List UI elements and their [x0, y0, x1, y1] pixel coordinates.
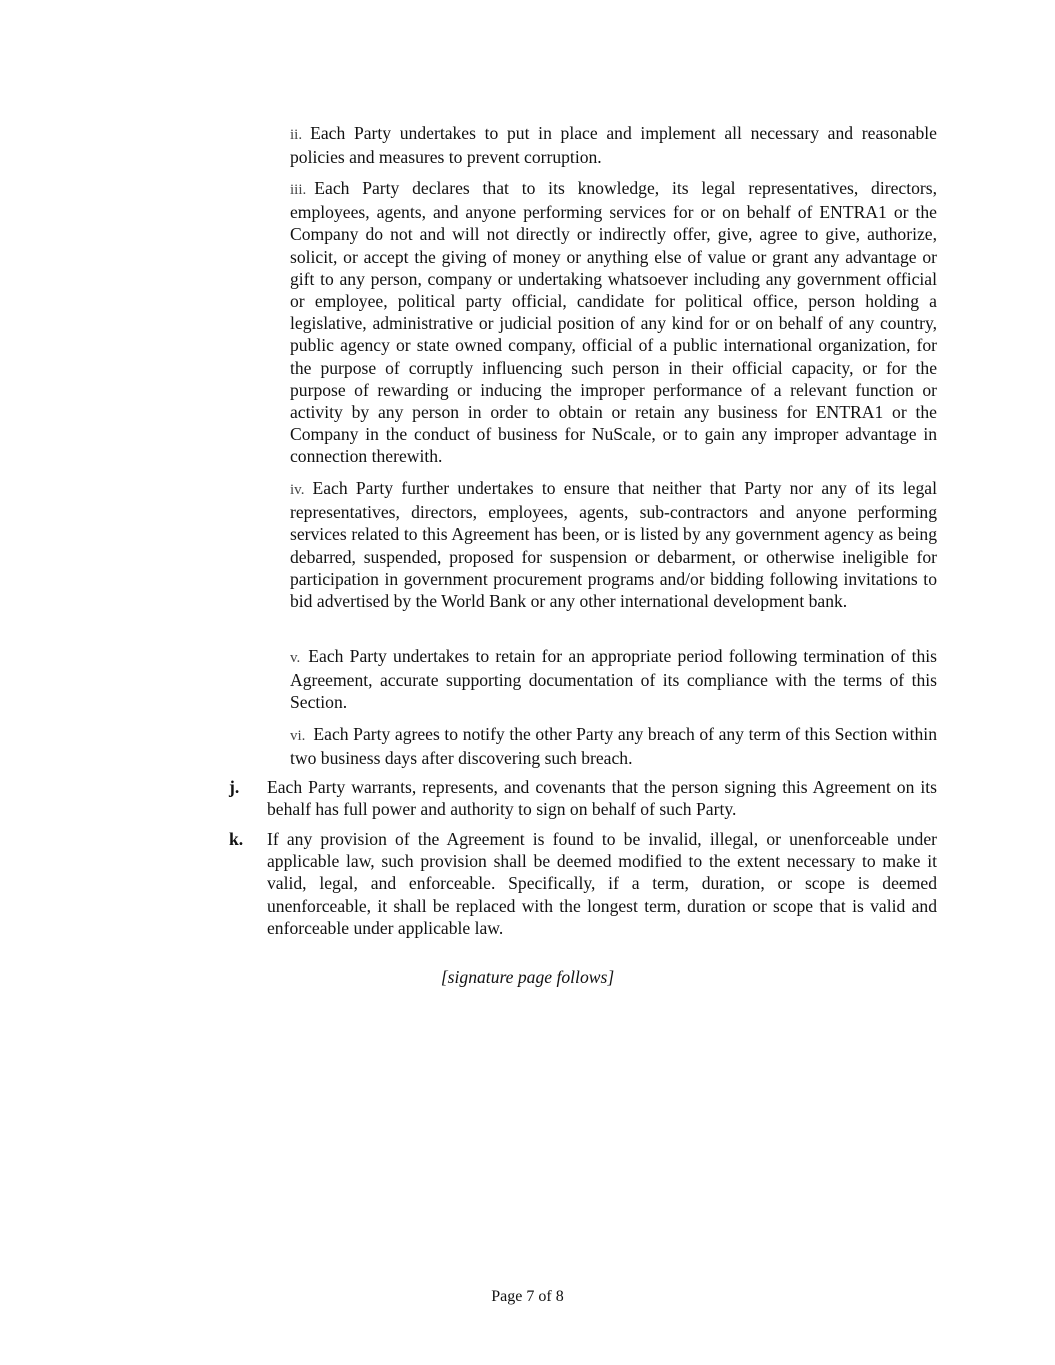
- clause-v-text: Each Party undertakes to retain for an appropriate period following termination of this Agreement, accurate supporting documentation of its compliance with the terms of this Section.: [290, 646, 937, 713]
- clause-j-marker: j.: [229, 777, 240, 797]
- clause-vi-marker: vi.: [290, 728, 306, 744]
- clause-iv-text: Each Party further undertakes to ensure that neither that Party nor any of its legal representatives, directors, employees, agents, sub-contractors and anyone performing services related to this Agreement has been, or is listed by any government agency as being debarred, suspended, proposed for suspension or debarment, or otherwise ineligible for participation in government procurement programs and/or bidding following invitations to bid advertised by the World Bank or any other international development bank.: [290, 478, 937, 612]
- clause-iv-marker: iv.: [290, 482, 305, 498]
- clause-v: [290, 645, 937, 714]
- clause-iii-text: Each Party declares that to its knowledge, its legal representatives, directors, employees, agents, and anyone performing services for or on behalf of ENTRA1 or the Company do not and will not directly or indirectly offer, give, agree to give, authorize, solicit, or accept the giving of money or anything else of value or grant any advantage or gift to any person, company or undertaking whatsoever including any government official or employee, political party official, candidate for political office, person holding a legislative, administrative or judicial position of any kind for or on behalf of any country, public agency or state owned company, official of a public international organization, for the purpose of corruptly influencing such person in their official capacity, or for the purpose of rewarding or inducing the improper performance of a relevant function or activity by any person in order to obtain or retain any business for ENTRA1 or the Company in the conduct of business for NuScale, or to gain any improper advantage in connection therewith.: [290, 178, 937, 467]
- clause-ii-text: Each Party undertakes to put in place and implement all necessary and reasonable policies and measures to prevent corruption.: [290, 123, 937, 168]
- clause-j-text: Each Party warrants, represents, and covenants that the person signing this Agreement on its behalf has full power and authority to sign on behalf of such Party.: [267, 777, 937, 820]
- clause-j: [229, 776, 937, 820]
- clause-iv: [290, 477, 937, 612]
- clause-vi: [290, 723, 937, 769]
- clause-k-marker: k.: [229, 829, 244, 849]
- clause-v-marker: v.: [290, 650, 301, 666]
- clause-vi-text: Each Party agrees to notify the other Party any breach of any term of this Section within two business days after discovering such breach.: [290, 724, 937, 769]
- signature-page-note: [signature page follows]: [440, 967, 615, 987]
- clause-iii-marker: iii.: [290, 182, 307, 198]
- clause-iii: [290, 177, 937, 468]
- clause-ii-marker: ii.: [290, 127, 303, 143]
- clause-ii: [290, 122, 937, 168]
- clause-k: [229, 828, 937, 939]
- page-number: Page 7 of 8: [491, 1288, 564, 1305]
- clause-k-text: If any provision of the Agreement is found to be invalid, illegal, or unenforceable under applicable law, such provision shall be deemed modified to the extent necessary to make it valid, legal, and enforceable. Specifically, if a term, duration, or scope is deemed unenforceable, it shall be replaced with the longest term, duration or scope that is valid and enforceable under applicable law.: [267, 829, 937, 938]
